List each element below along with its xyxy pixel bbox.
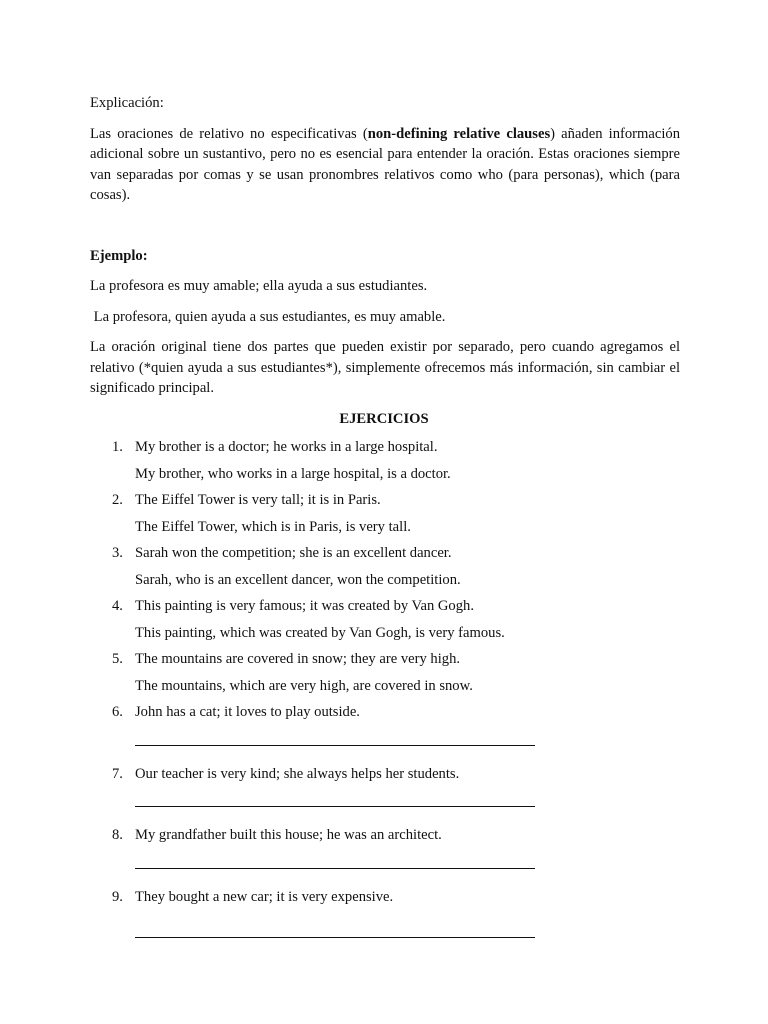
exercise-item-4 [90,596,680,643]
explicacion-text-end: ) añaden información adicional sobre un sustantivo, pero no es esencial para entender la oración. Estas oraciones siempre van separadas por comas y se usan pronombres relativos como who (para personas), which (para cosas). [90,125,680,203]
exercise-answer: This painting, which was created by Van Gogh, is very famous. [135,624,505,641]
exercise-item-8 [90,825,680,869]
exercise-number: 2. [112,492,123,508]
worksheet-page [90,93,680,956]
exercise-number: 6. [112,704,123,720]
exercise-number: 7. [112,765,123,782]
exercise-question: My grandfather built this house; he was an architect. [135,827,442,843]
ejercicios-title: EJERCICIOS [339,410,429,427]
exercise-question: My brother is a doctor; he works in a large hospital. [135,439,438,455]
explicacion-heading: Explicación: [90,95,164,111]
exercise-question: The mountains are covered in snow; they are very high. [135,651,461,667]
answer-blank-line[interactable] [135,806,535,807]
exercise-answer: The mountains, which are very high, are covered in snow. [135,677,473,694]
explicacion-bold-term: non-defining relative clauses [367,125,551,142]
exercise-number: 5. [112,651,123,667]
section-spacer [90,216,680,246]
exercise-item-3 [90,543,680,590]
exercise-item-9 [90,887,680,939]
exercise-item-5 [90,649,680,696]
answer-blank-line[interactable] [135,937,535,938]
exercise-answer: Sarah, who is an excellent dancer, won the competition. [135,571,461,588]
ejemplo-combined-sentence: La profesora, quien ayuda a sus estudiantes, es muy amable. [90,308,446,325]
exercise-list [90,437,680,938]
exercise-question: They bought a new car; it is very expensive. [135,888,394,905]
exercise-question: This painting is very famous; it was created by Van Gogh. [135,598,474,614]
exercise-number: 4. [112,598,123,614]
exercise-question: Our teacher is very kind; she always helps her students. [135,765,460,782]
exercise-question: The Eiffel Tower is very tall; it is in Paris. [135,492,381,508]
exercise-item-2 [90,490,680,537]
ejemplo-original-sentence: La profesora es muy amable; ella ayuda a sus estudiantes. [90,278,428,294]
exercise-number: 8. [112,827,123,843]
exercise-number: 1. [112,439,123,455]
exercise-answer: My brother, who works in a large hospital, is a doctor. [135,465,451,482]
exercise-question: Sarah won the competition; she is an excellent dancer. [135,545,452,561]
exercise-item-6 [90,702,680,746]
explicacion-paragraph [90,124,680,206]
answer-blank-line[interactable] [135,868,535,869]
explicacion-text-start: Las oraciones de relativo no especificativas ( [90,125,368,142]
exercise-answer: The Eiffel Tower, which is in Paris, is very tall. [135,518,411,535]
ejemplo-paragraph: La oración original tiene dos partes que pueden existir por separado, pero cuando agregamos el relativo (*quien ayuda a sus estudiantes*), simplemente ofrecemos más información, sin cambiar el significado principal. [90,339,680,396]
exercise-number: 9. [112,888,123,905]
answer-blank-line[interactable] [135,745,535,746]
ejemplo-label: Ejemplo: [90,247,148,264]
exercise-item-1 [90,437,680,484]
exercise-question: John has a cat; it loves to play outside. [135,704,360,720]
exercise-item-7 [90,764,680,808]
exercise-number: 3. [112,545,123,561]
